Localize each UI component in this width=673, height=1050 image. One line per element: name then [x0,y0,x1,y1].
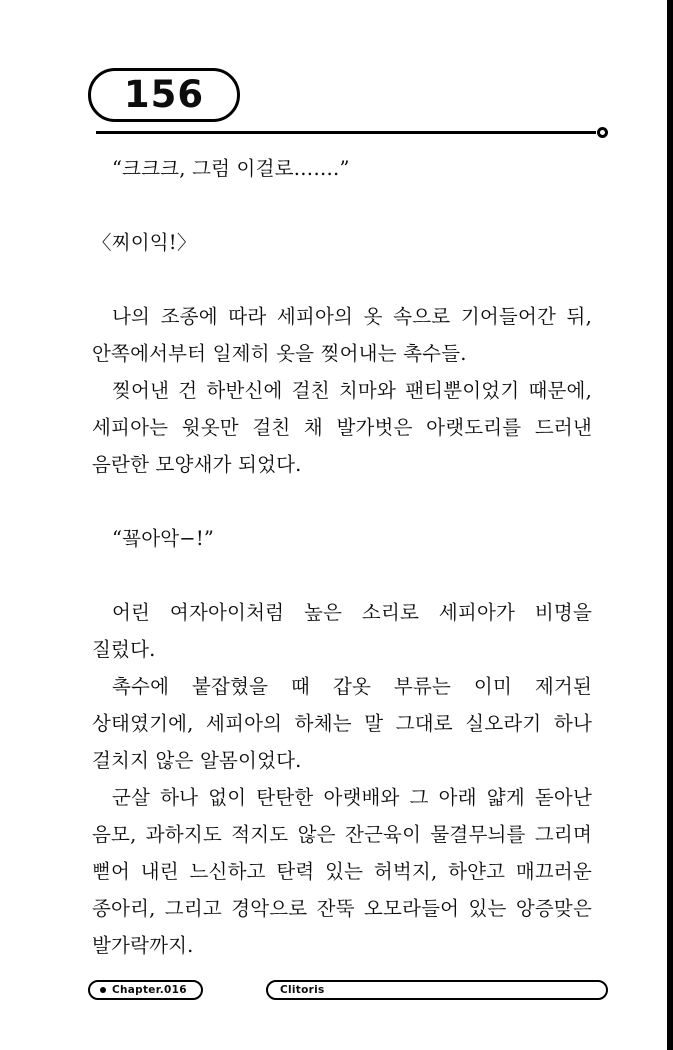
page-footer [88,980,608,1002]
footer-chapter-label: Chapter.016 [112,983,187,996]
chapter-header [88,68,608,138]
header-rule-line [96,131,596,134]
bullet-dot-icon [100,987,106,993]
sound-effect-line: 〈찌이익!〉 [92,231,197,254]
dialogue-line: “크크크, 그럼 이걸로…….” [112,157,350,180]
paragraph: 군살 하나 없이 탄탄한 아랫배와 그 아래 얇게 돋아난 음모, 과하지도 적지도 않은 잔근육이 물결무늬를 그리며 뻗어 내린 느신하고 탄력 있는 허벅지, 하얀고 매끄러운 종아리, 그리고 경악으로 잔뚝 오모라들어 있는 앙증맞은 발가락까지. [92,786,592,957]
paragraph: 어린 여자아이처럼 높은 소리로 세피아가 비명을 질렀다. [92,601,592,661]
dialogue-line: “꾴아악−!” [112,527,215,550]
header-rule-end-dot-icon [597,127,608,138]
paragraph: 촉수에 붙잡혔을 때 갑옷 부류는 이미 제거된 상태였기에, 세피아의 하체는 말 그대로 실오라기 하나 걸치지 않은 알몸이었다. [92,675,592,772]
footer-title-label: Clitoris [280,983,325,996]
footer-title-tag [266,980,608,1000]
footer-chapter-tag [88,980,203,1000]
page-edge-bar [667,0,673,1050]
paragraph: 찢어낸 건 하반신에 걸친 치마와 팬티뿐이었기 때문에, 세피아는 윗옷만 걸친 채 발가벗은 아랫도리를 드러낸 음란한 모양새가 되었다. [92,379,592,476]
chapter-number: 156 [123,72,205,116]
page-body [92,150,592,964]
paragraph: 나의 조종에 따라 세피아의 옷 속으로 기어들어간 뒤, 안쪽에서부터 일제히 옷을 찢어내는 촉수들. [92,305,592,365]
header-rule [96,127,608,139]
chapter-number-badge [88,68,240,122]
